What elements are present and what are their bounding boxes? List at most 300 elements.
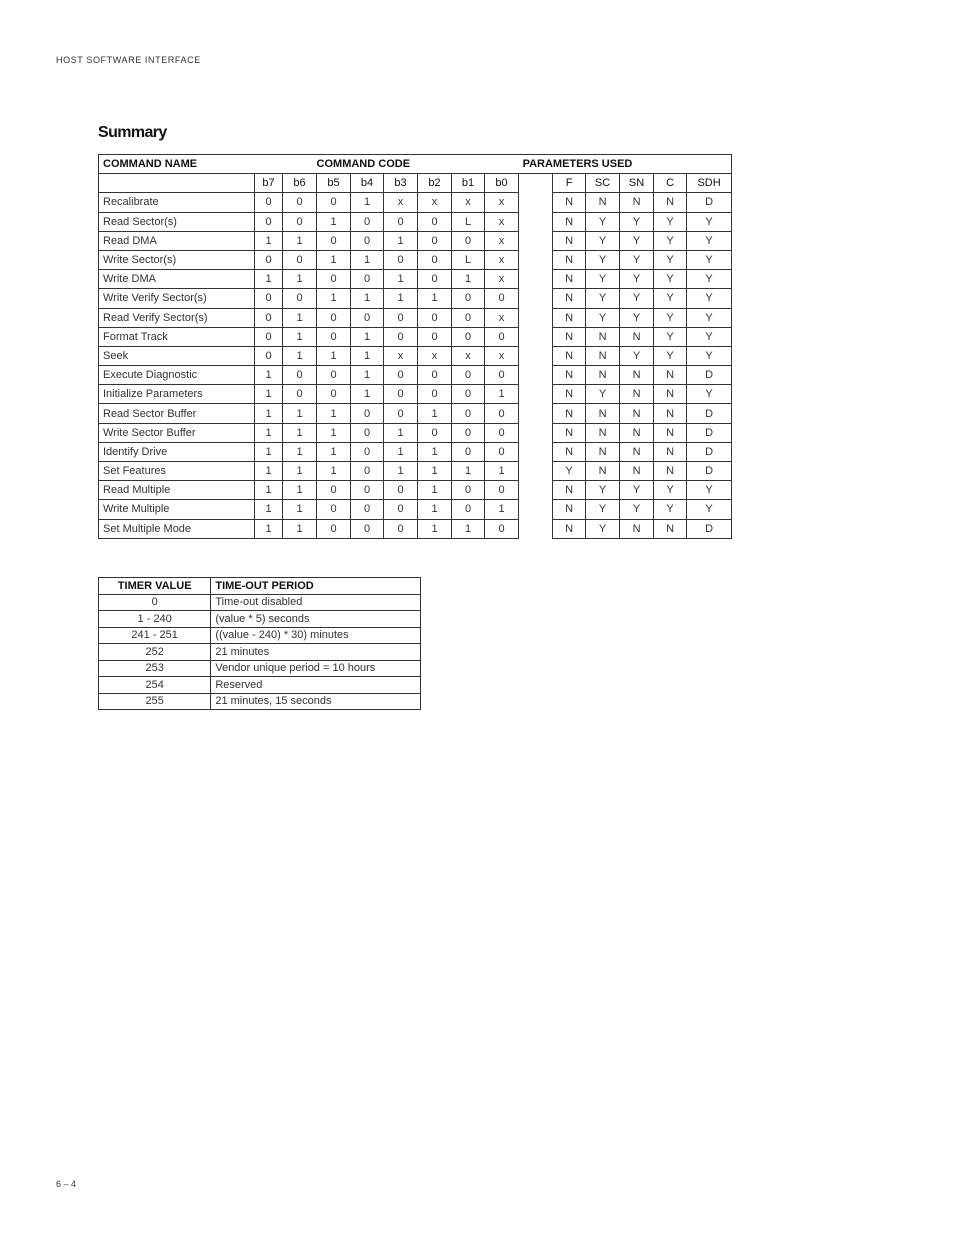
parameter-header: SC	[586, 174, 620, 193]
table-row	[99, 644, 421, 661]
table-row	[99, 611, 421, 628]
table-row	[99, 308, 732, 327]
parameter-used: Y	[654, 231, 687, 250]
page-header: HOST SOFTWARE INTERFACE	[56, 55, 201, 65]
command-name: Recalibrate	[99, 193, 255, 212]
code-bit: 0	[452, 481, 485, 500]
table-row	[99, 366, 732, 385]
command-summary-table	[98, 154, 732, 539]
code-bit: 1	[255, 385, 283, 404]
parameter-used: N	[553, 442, 586, 461]
command-name: Seek	[99, 346, 255, 365]
code-bit: 1	[317, 212, 351, 231]
code-bit: 1	[384, 289, 418, 308]
parameter-used: N	[553, 346, 586, 365]
parameter-used: D	[687, 462, 732, 481]
code-bit: 1	[255, 442, 283, 461]
code-bit: 0	[384, 327, 418, 346]
timer-value: 254	[99, 677, 211, 694]
code-bit: x	[485, 250, 519, 269]
parameter-used: Y	[620, 346, 654, 365]
bit-header: b5	[317, 174, 351, 193]
parameter-used: N	[553, 289, 586, 308]
code-bit: 1	[255, 270, 283, 289]
column-gap	[519, 519, 553, 538]
code-bit: 0	[351, 308, 384, 327]
column-gap	[519, 174, 553, 193]
parameter-used: D	[687, 442, 732, 461]
column-gap	[519, 404, 553, 423]
code-bit: 1	[351, 193, 384, 212]
code-bit: 0	[418, 423, 452, 442]
parameter-used: N	[553, 231, 586, 250]
table-row	[99, 500, 732, 519]
command-name: Set Multiple Mode	[99, 519, 255, 538]
parameter-used: N	[553, 404, 586, 423]
code-bit: 0	[485, 442, 519, 461]
table-row	[99, 327, 732, 346]
timer-value: 0	[99, 594, 211, 611]
code-bit: 0	[384, 519, 418, 538]
parameter-used: N	[620, 327, 654, 346]
code-bit: 0	[317, 366, 351, 385]
table-row	[99, 442, 732, 461]
code-bit: 0	[452, 289, 485, 308]
code-bit: 0	[485, 481, 519, 500]
parameter-used: D	[687, 423, 732, 442]
code-bit: x	[485, 346, 519, 365]
code-bit: 0	[452, 404, 485, 423]
column-gap	[519, 423, 553, 442]
code-bit: 0	[317, 327, 351, 346]
code-bit: 1	[317, 442, 351, 461]
parameter-used: N	[553, 270, 586, 289]
code-bit: 1	[283, 327, 317, 346]
parameter-used: Y	[620, 308, 654, 327]
code-bit: 0	[351, 270, 384, 289]
code-bit: 0	[485, 289, 519, 308]
code-bit: 0	[351, 500, 384, 519]
code-bit: 0	[255, 250, 283, 269]
table-row	[99, 462, 732, 481]
table-row	[99, 660, 421, 677]
table-row	[99, 385, 732, 404]
column-gap	[519, 385, 553, 404]
command-name-header: COMMAND NAME	[99, 155, 317, 174]
table-row	[99, 677, 421, 694]
column-gap	[519, 481, 553, 500]
timer-value-table	[98, 577, 421, 710]
parameter-used: N	[586, 462, 620, 481]
code-bit: x	[485, 270, 519, 289]
code-bit: L	[452, 212, 485, 231]
code-bit: 1	[317, 250, 351, 269]
code-bit: 0	[255, 327, 283, 346]
code-bit: 0	[317, 231, 351, 250]
command-name: Read DMA	[99, 231, 255, 250]
code-bit: L	[452, 250, 485, 269]
code-bit: 0	[485, 327, 519, 346]
timeout-period: 21 minutes	[211, 644, 421, 661]
code-bit: 0	[452, 423, 485, 442]
timer-value: 1 - 240	[99, 611, 211, 628]
command-name: Execute Diagnostic	[99, 366, 255, 385]
section-title: Summary	[98, 124, 167, 141]
parameter-used: Y	[553, 462, 586, 481]
parameter-used: Y	[586, 270, 620, 289]
code-bit: 0	[452, 385, 485, 404]
code-bit: 0	[485, 366, 519, 385]
table-row	[99, 270, 732, 289]
table-row	[99, 212, 732, 231]
column-gap	[519, 212, 553, 231]
code-bit: 1	[255, 366, 283, 385]
parameter-used: N	[586, 366, 620, 385]
timeout-period: (value * 5) seconds	[211, 611, 421, 628]
code-bit: 0	[317, 481, 351, 500]
parameter-used: N	[553, 308, 586, 327]
parameter-used: Y	[620, 481, 654, 500]
command-name: Read Multiple	[99, 481, 255, 500]
parameter-used: N	[620, 423, 654, 442]
code-bit: 0	[485, 404, 519, 423]
command-table-title-row	[99, 155, 732, 174]
parameter-used: N	[654, 423, 687, 442]
bit-header: b0	[485, 174, 519, 193]
code-bit: 1	[485, 385, 519, 404]
command-name: Write Verify Sector(s)	[99, 289, 255, 308]
bit-header: b7	[255, 174, 283, 193]
parameter-used: N	[654, 442, 687, 461]
code-bit: 1	[384, 442, 418, 461]
command-code-header: COMMAND CODE	[317, 155, 519, 174]
code-bit: 1	[418, 462, 452, 481]
bit-header: b4	[351, 174, 384, 193]
command-name: Read Sector(s)	[99, 212, 255, 231]
parameter-used: N	[586, 346, 620, 365]
parameter-used: N	[654, 385, 687, 404]
parameter-header: SDH	[687, 174, 732, 193]
parameter-header: SN	[620, 174, 654, 193]
code-bit: 0	[384, 385, 418, 404]
command-name: Initialize Parameters	[99, 385, 255, 404]
parameter-used: Y	[687, 250, 732, 269]
parameter-used: N	[586, 404, 620, 423]
code-bit: 1	[351, 385, 384, 404]
parameter-used: N	[553, 193, 586, 212]
timeout-period-header: TIME-OUT PERIOD	[211, 578, 421, 595]
parameter-used: Y	[687, 481, 732, 500]
command-name: Read Sector Buffer	[99, 404, 255, 423]
code-bit: 1	[418, 289, 452, 308]
code-bit: x	[418, 346, 452, 365]
table-row	[99, 193, 732, 212]
parameter-used: Y	[586, 385, 620, 404]
parameter-used: Y	[654, 346, 687, 365]
code-bit: 0	[317, 385, 351, 404]
parameter-used: D	[687, 519, 732, 538]
parameter-used: N	[620, 462, 654, 481]
code-bit: 0	[485, 519, 519, 538]
parameter-used: Y	[620, 212, 654, 231]
parameter-used: D	[687, 193, 732, 212]
code-bit: x	[452, 346, 485, 365]
code-bit: 1	[418, 500, 452, 519]
table-row	[99, 231, 732, 250]
table-row	[99, 423, 732, 442]
parameter-used: Y	[620, 289, 654, 308]
code-bit: 0	[418, 231, 452, 250]
code-bit: 1	[317, 404, 351, 423]
parameter-used: D	[687, 404, 732, 423]
code-bit: 0	[418, 270, 452, 289]
column-gap	[519, 462, 553, 481]
parameter-used: N	[586, 327, 620, 346]
parameter-used: N	[553, 500, 586, 519]
code-bit: x	[485, 231, 519, 250]
parameter-used: Y	[586, 231, 620, 250]
timeout-period: ((value - 240) * 30) minutes	[211, 627, 421, 644]
parameter-used: N	[620, 404, 654, 423]
code-bit: 1	[255, 519, 283, 538]
code-bit: 0	[255, 308, 283, 327]
column-gap	[519, 327, 553, 346]
code-bit: x	[485, 212, 519, 231]
parameter-used: Y	[586, 519, 620, 538]
parameter-header: C	[654, 174, 687, 193]
timer-value: 241 - 251	[99, 627, 211, 644]
parameter-used: Y	[620, 250, 654, 269]
code-bit: 0	[418, 250, 452, 269]
code-bit: 0	[255, 193, 283, 212]
code-bit: 0	[418, 212, 452, 231]
parameter-used: Y	[687, 289, 732, 308]
code-bit: 1	[384, 462, 418, 481]
code-bit: 1	[452, 462, 485, 481]
timer-value: 253	[99, 660, 211, 677]
parameter-used: N	[654, 404, 687, 423]
code-bit: 1	[283, 270, 317, 289]
code-bit: 0	[317, 270, 351, 289]
code-bit: 1	[418, 442, 452, 461]
code-bit: 1	[255, 404, 283, 423]
code-bit: 1	[255, 500, 283, 519]
bit-header: b6	[283, 174, 317, 193]
column-gap	[519, 442, 553, 461]
timer-value: 252	[99, 644, 211, 661]
code-bit: 0	[418, 385, 452, 404]
parameter-used: N	[654, 519, 687, 538]
column-gap	[519, 346, 553, 365]
parameter-used: Y	[687, 327, 732, 346]
column-gap	[519, 193, 553, 212]
code-bit: 1	[317, 289, 351, 308]
code-bit: 0	[452, 366, 485, 385]
code-bit: 0	[255, 289, 283, 308]
parameter-used: Y	[654, 270, 687, 289]
parameter-used: Y	[586, 289, 620, 308]
code-bit: 0	[351, 519, 384, 538]
parameter-used: N	[586, 442, 620, 461]
code-bit: 1	[418, 404, 452, 423]
command-name: Write DMA	[99, 270, 255, 289]
code-bit: 0	[384, 481, 418, 500]
bit-header: b1	[452, 174, 485, 193]
code-bit: 0	[384, 250, 418, 269]
code-bit: 0	[317, 193, 351, 212]
table-row	[99, 594, 421, 611]
code-bit: 1	[384, 423, 418, 442]
parameter-used: Y	[586, 500, 620, 519]
code-bit: 0	[317, 308, 351, 327]
code-bit: x	[384, 346, 418, 365]
code-bit: 0	[283, 385, 317, 404]
column-gap	[519, 270, 553, 289]
code-bit: x	[485, 308, 519, 327]
code-bit: 1	[485, 462, 519, 481]
code-bit: 1	[255, 462, 283, 481]
code-bit: 0	[351, 212, 384, 231]
parameter-used: N	[553, 327, 586, 346]
parameter-used: Y	[654, 327, 687, 346]
code-bit: 0	[317, 519, 351, 538]
parameter-used: N	[620, 519, 654, 538]
code-bit: x	[485, 193, 519, 212]
code-bit: 1	[283, 481, 317, 500]
command-name: Identify Drive	[99, 442, 255, 461]
parameter-used: N	[654, 366, 687, 385]
code-bit: 1	[351, 250, 384, 269]
code-bit: 0	[351, 442, 384, 461]
code-bit: 1	[283, 519, 317, 538]
code-bit: 0	[283, 366, 317, 385]
code-bit: 1	[255, 481, 283, 500]
code-bit: 0	[351, 423, 384, 442]
column-gap	[519, 289, 553, 308]
command-name: Read Verify Sector(s)	[99, 308, 255, 327]
code-bit: 0	[283, 289, 317, 308]
parameter-used: Y	[687, 270, 732, 289]
parameter-used: Y	[687, 346, 732, 365]
code-bit: 0	[351, 481, 384, 500]
code-bit: 1	[255, 423, 283, 442]
bit-header-row	[99, 174, 732, 193]
page-number: 6 – 4	[56, 1179, 77, 1189]
parameter-used: D	[687, 366, 732, 385]
code-bit: 1	[384, 270, 418, 289]
parameter-used: N	[553, 385, 586, 404]
parameter-used: N	[553, 250, 586, 269]
code-bit: x	[418, 193, 452, 212]
parameter-used: Y	[687, 231, 732, 250]
command-name: Write Sector(s)	[99, 250, 255, 269]
code-bit: 1	[283, 308, 317, 327]
table-row	[99, 481, 732, 500]
code-bit: 0	[452, 308, 485, 327]
code-bit: 0	[384, 404, 418, 423]
code-bit: 1	[485, 500, 519, 519]
parameter-used: N	[620, 442, 654, 461]
table-row	[99, 289, 732, 308]
code-bit: 1	[418, 519, 452, 538]
code-bit: 0	[384, 366, 418, 385]
command-name: Write Sector Buffer	[99, 423, 255, 442]
command-name: Set Features	[99, 462, 255, 481]
code-bit: 0	[485, 423, 519, 442]
parameter-used: Y	[687, 385, 732, 404]
parameter-used: N	[620, 193, 654, 212]
code-bit: 1	[283, 346, 317, 365]
code-bit: 1	[283, 423, 317, 442]
parameter-header: F	[553, 174, 586, 193]
code-bit: 0	[384, 308, 418, 327]
table-row	[99, 250, 732, 269]
parameter-used: N	[553, 519, 586, 538]
timeout-period: Vendor unique period = 10 hours	[211, 660, 421, 677]
parameter-used: Y	[654, 308, 687, 327]
code-bit: 1	[351, 289, 384, 308]
table-row	[99, 404, 732, 423]
code-bit: 0	[418, 366, 452, 385]
code-bit: 0	[351, 462, 384, 481]
parameter-used: Y	[654, 289, 687, 308]
parameter-used: Y	[687, 308, 732, 327]
parameter-used: N	[586, 193, 620, 212]
parameter-used: Y	[620, 270, 654, 289]
parameter-used: N	[553, 481, 586, 500]
code-bit: 0	[418, 308, 452, 327]
code-bit: 0	[255, 212, 283, 231]
command-name: Write Multiple	[99, 500, 255, 519]
command-name: Format Track	[99, 327, 255, 346]
column-gap	[519, 308, 553, 327]
code-bit: 1	[384, 231, 418, 250]
code-bit: 1	[255, 231, 283, 250]
timer-header-row	[99, 578, 421, 595]
code-bit: 1	[283, 500, 317, 519]
parameter-used: N	[620, 366, 654, 385]
table-row	[99, 627, 421, 644]
timer-value: 255	[99, 693, 211, 710]
timeout-period: Time-out disabled	[211, 594, 421, 611]
code-bit: 0	[418, 327, 452, 346]
parameter-used: Y	[620, 231, 654, 250]
code-bit: x	[452, 193, 485, 212]
column-gap	[519, 366, 553, 385]
code-bit: 0	[351, 404, 384, 423]
code-bit: 1	[317, 346, 351, 365]
parameter-used: N	[620, 385, 654, 404]
code-bit: 1	[283, 462, 317, 481]
parameter-used: N	[654, 193, 687, 212]
parameter-used: N	[654, 462, 687, 481]
timer-value-header: TIMER VALUE	[99, 578, 211, 595]
parameter-used: Y	[654, 481, 687, 500]
code-bit: 0	[452, 231, 485, 250]
code-bit: 1	[317, 462, 351, 481]
code-bit: 1	[351, 366, 384, 385]
table-row	[99, 693, 421, 710]
code-bit: 0	[351, 231, 384, 250]
code-bit: 1	[351, 327, 384, 346]
code-bit: 1	[351, 346, 384, 365]
parameter-used: Y	[654, 250, 687, 269]
code-bit: 1	[418, 481, 452, 500]
column-gap	[519, 250, 553, 269]
parameter-used: N	[553, 423, 586, 442]
code-bit: 1	[452, 270, 485, 289]
timeout-period: Reserved	[211, 677, 421, 694]
